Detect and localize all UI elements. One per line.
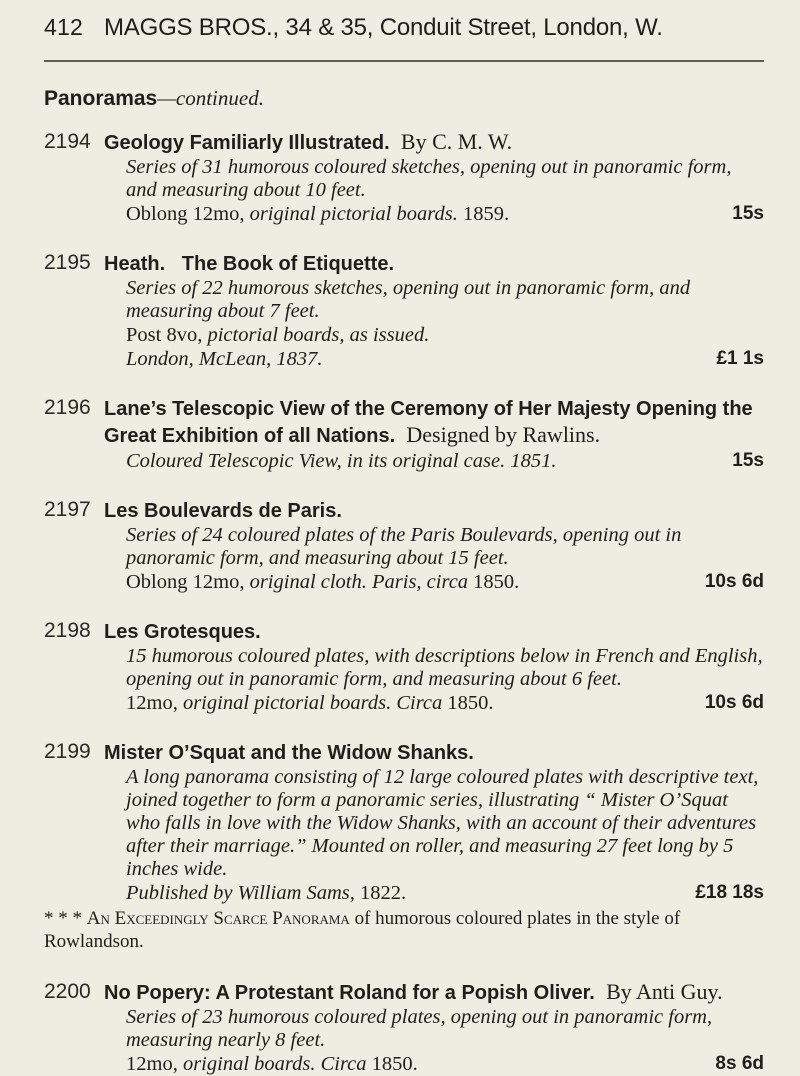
entry-body [104, 618, 764, 715]
entry-title: Les Grotesques. [104, 621, 261, 643]
entry-imprint-tail: 1850. [473, 571, 520, 593]
entry-description: Series of 22 humorous sketches, opening out in panoramic form, and measuring about 7 feet. [126, 277, 691, 322]
catalogue-entry-2197 [44, 497, 764, 594]
entry-imprint-line [104, 323, 764, 347]
entry-description: 15 humorous coloured plates, with descriptions below in French and English, opening out in panoramic form, and measuring about 6 feet. [126, 645, 763, 690]
entry-number: 2195 [44, 251, 91, 274]
catalogue-entry-2194 [44, 129, 764, 226]
entry-body [104, 739, 764, 905]
entry-price: £18 18s [695, 882, 764, 903]
entry-note [44, 907, 764, 953]
entry-imprint-line [104, 691, 764, 715]
entry-description: Series of 24 coloured plates of the Paris Boulevards, opening out in panoramic form, and measuring about 15 feet. [126, 524, 682, 569]
note-an: An [86, 908, 110, 929]
entry-imprint-italic: original pictorial boards. [249, 203, 458, 225]
entry-imprint-line-2 [104, 347, 764, 371]
entry-title: Heath. The Book of Etiquette. [104, 253, 395, 275]
entry-description: Series of 23 humorous coloured plates, opening out in panoramic form, measuring nearly 8 feet. [126, 1006, 713, 1051]
entry-imprint-plain: 12mo, [126, 692, 178, 714]
entry-body [104, 497, 764, 594]
entry-title-line [104, 739, 764, 766]
entry-title-line [104, 129, 764, 156]
entry-imprint-plain: Oblong 12mo, [126, 203, 245, 225]
entry-body [104, 395, 764, 473]
entry-author: Designed by Rawlins. [406, 422, 601, 447]
entry-imprint-line [104, 1052, 764, 1076]
entry-price: 8s 6d [715, 1053, 764, 1074]
entry-imprint-italic: original cloth. Paris, circa [249, 571, 469, 593]
header-rule [44, 60, 764, 62]
entry-body [104, 979, 764, 1076]
entry-price: 15s [732, 450, 764, 471]
entry-imprint-plain: Post 8vo, [126, 324, 203, 346]
entry-imprint-tail: 1850. [447, 692, 494, 714]
entry-body [104, 129, 764, 226]
page-header [44, 0, 764, 60]
entry-imprint-italic: original pictorial boards. Circa [182, 692, 443, 714]
entry-description: Series of 31 humorous coloured sketches, opening out in panoramic form, and measuring about 10 feet. [126, 156, 732, 201]
entry-price: 10s 6d [704, 692, 764, 713]
section-heading [44, 86, 764, 111]
entry-number: 2199 [44, 740, 91, 763]
entry-body [104, 250, 764, 371]
entry-number: 2194 [44, 130, 91, 153]
catalogue-entry-2196 [44, 395, 764, 473]
entry-number: 2196 [44, 396, 91, 419]
entry-imprint-italic: original boards. Circa [182, 1053, 367, 1075]
entry-title: No Popery: A Protestant Roland for a Popish Oliver. [104, 982, 595, 1004]
entry-imprint-line [104, 202, 764, 226]
entry-imprint-italic: Published by William Sams, [126, 882, 355, 904]
note-text: of humorous coloured plates in the style of Rowlandson. [44, 908, 681, 952]
entry-imprint-tail: 1859. [462, 203, 510, 225]
section-continued: —continued. [157, 86, 264, 110]
entry-price: £1 1s [716, 348, 764, 369]
entry-imprint-italic: pictorial boards, as issued. [207, 324, 430, 346]
entry-imprint-line [104, 449, 764, 473]
entry-title: Lane’s Telescopic View of the Ceremony of Her Majesty Opening the Great Exhibition of all Nations. [104, 398, 753, 447]
entry-price: 10s 6d [704, 571, 764, 592]
entry-title-line [104, 250, 764, 277]
entry-author: By Anti Guy. [606, 979, 723, 1004]
entry-title-line [104, 395, 764, 449]
note-stars: * * * [44, 908, 82, 929]
entry-imprint-line [104, 570, 764, 594]
entry-author: By C. M. W. [400, 129, 513, 154]
catalogue-entry-2195 [44, 250, 764, 371]
entry-number: 2197 [44, 498, 91, 521]
entry-imprint-place: London, McLean, 1837. [126, 348, 323, 370]
catalogue-entry-2199 [44, 739, 764, 905]
entry-imprint-plain: Oblong 12mo, [126, 571, 245, 593]
entry-imprint: Coloured Telescopic View, in its original case. 1851. [126, 450, 557, 472]
catalogue-entry-2200 [44, 979, 764, 1076]
entry-title: Mister O’Squat and the Widow Shanks. [104, 742, 474, 764]
entry-title: Geology Familiarly Illustrated. [104, 132, 390, 154]
page-number: 412 [44, 14, 83, 40]
entry-imprint-tail: 1850. [371, 1053, 418, 1075]
entry-description: A long panorama consisting of 12 large coloured plates with descriptive text, joined together to form a panoramic series, illustrating “ Mister O’Squat who falls in love with the Widow Shanks, with an account of their adventures after their marriage.” Mounted on roller, and measuring 27 feet long by 5 inches wide. [126, 766, 759, 880]
entry-price: 15s [732, 203, 764, 224]
entry-number: 2198 [44, 619, 91, 642]
running-title: MAGGS BROS., 34 & 35, Conduit Street, London, W. [104, 14, 663, 41]
entry-title-line [104, 497, 764, 524]
entry-title-line [104, 979, 764, 1006]
entry-number: 2200 [44, 980, 91, 1003]
section-title: Panoramas [44, 87, 158, 110]
entry-imprint-tail: 1822. [360, 882, 407, 904]
entry-title-line [104, 618, 764, 645]
entry-imprint-line [104, 881, 764, 905]
note-emphasis: Exceedingly Scarce Panorama [114, 908, 350, 929]
entry-title: Les Boulevards de Paris. [104, 500, 342, 522]
catalogue-entry-2198 [44, 618, 764, 715]
entry-imprint-plain: 12mo, [126, 1053, 178, 1075]
